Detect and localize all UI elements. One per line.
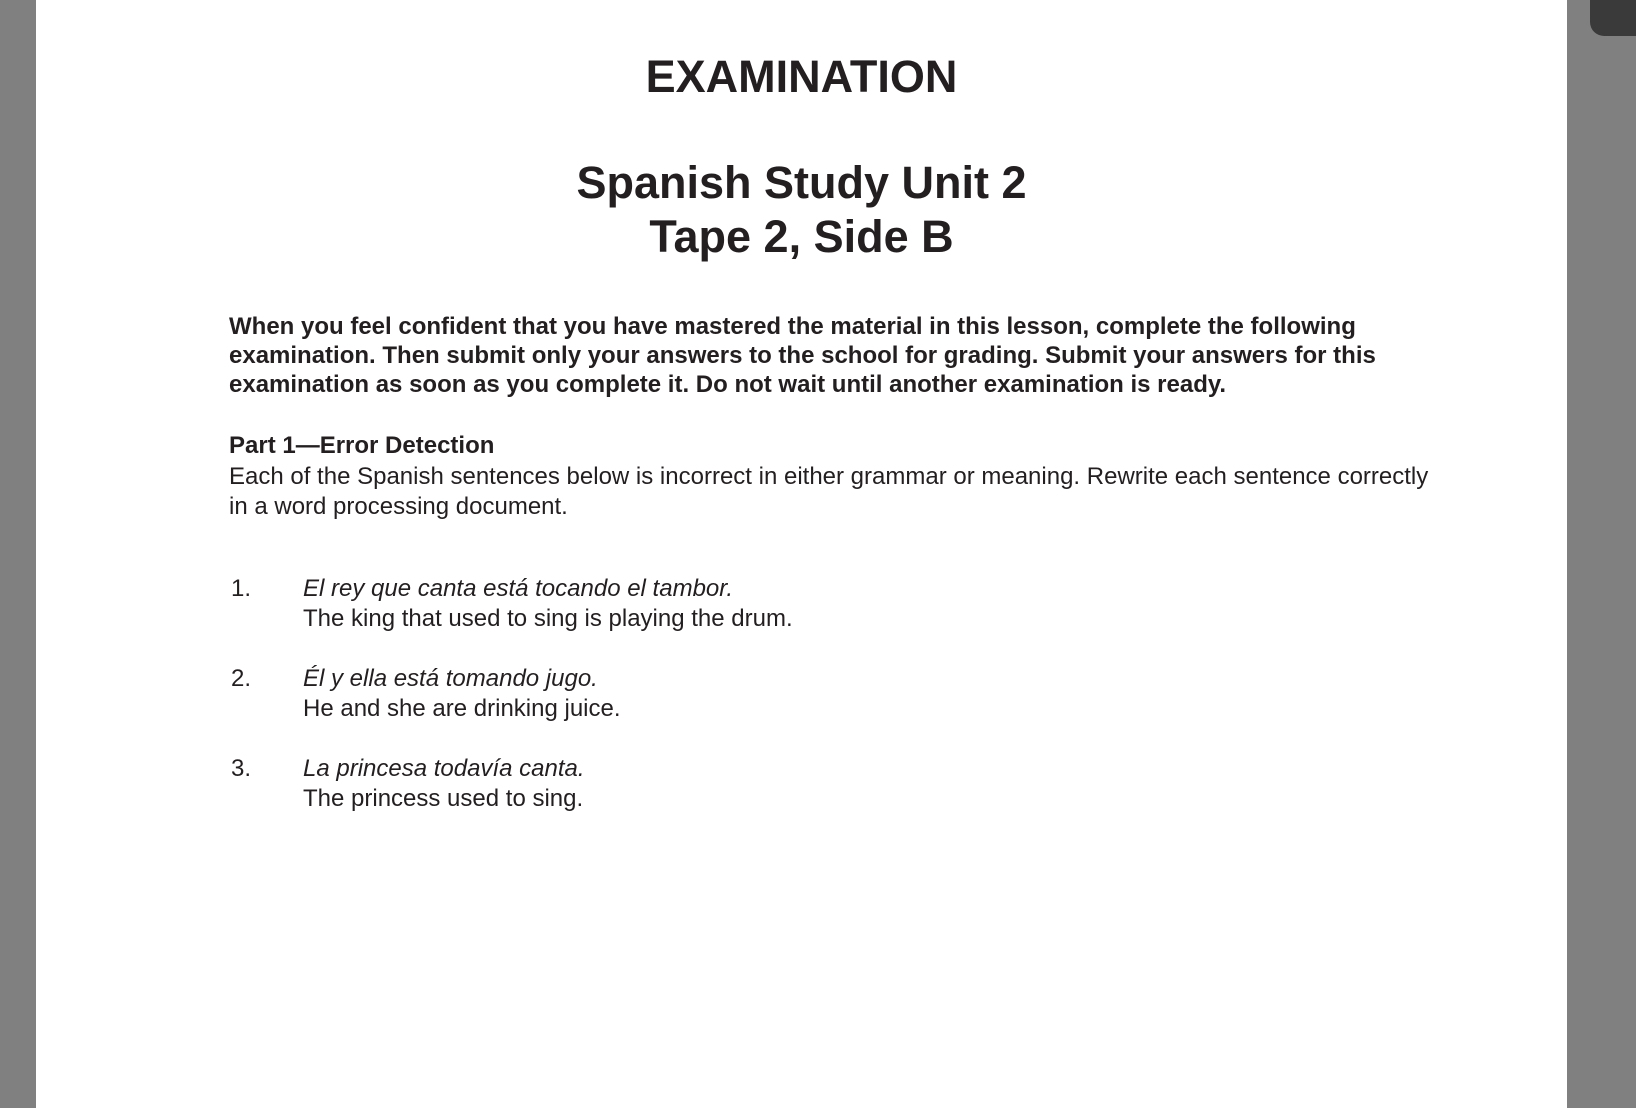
document-page: [36, 0, 1567, 1108]
question-list: [229, 574, 1429, 814]
question-number: 3.: [231, 755, 252, 782]
exam-title: EXAMINATION: [645, 51, 958, 102]
question-item-3: [229, 754, 1429, 814]
question-item-1: [229, 574, 1429, 634]
question-item-2: [229, 664, 1429, 724]
exam-content: [229, 312, 1429, 844]
viewer-corner-tab[interactable]: [1590, 0, 1636, 36]
english-translation: The king that used to sing is playing the drum.: [303, 605, 793, 632]
spanish-sentence: El rey que canta está tocando el tambor.: [303, 575, 734, 602]
question-number: 2.: [231, 665, 252, 692]
part-1-heading: Part 1—Error Detection: [229, 432, 495, 459]
spanish-sentence: Él y ella está tomando jugo.: [303, 665, 598, 692]
question-number: 1.: [231, 575, 252, 602]
english-translation: He and she are drinking juice.: [303, 695, 621, 722]
exam-subtitle: [36, 156, 1567, 264]
tape-title: Tape 2, Side B: [649, 211, 954, 262]
part-1-instructions: Each of the Spanish sentences below is incorrect in either grammar or meaning. Rewrite each sentence correctly in a word processing document.: [229, 463, 1429, 520]
unit-title: Spanish Study Unit 2: [576, 157, 1027, 208]
exam-intro: When you feel confident that you have mastered the material in this lesson, complete the following examination. Then submit only your answers to the school for grading. Submit your answers for this examination as soon as you complete it. Do not wait until another examination is ready.: [229, 313, 1376, 398]
spanish-sentence: La princesa todavía canta.: [303, 755, 585, 782]
english-translation: The princess used to sing.: [303, 785, 584, 812]
